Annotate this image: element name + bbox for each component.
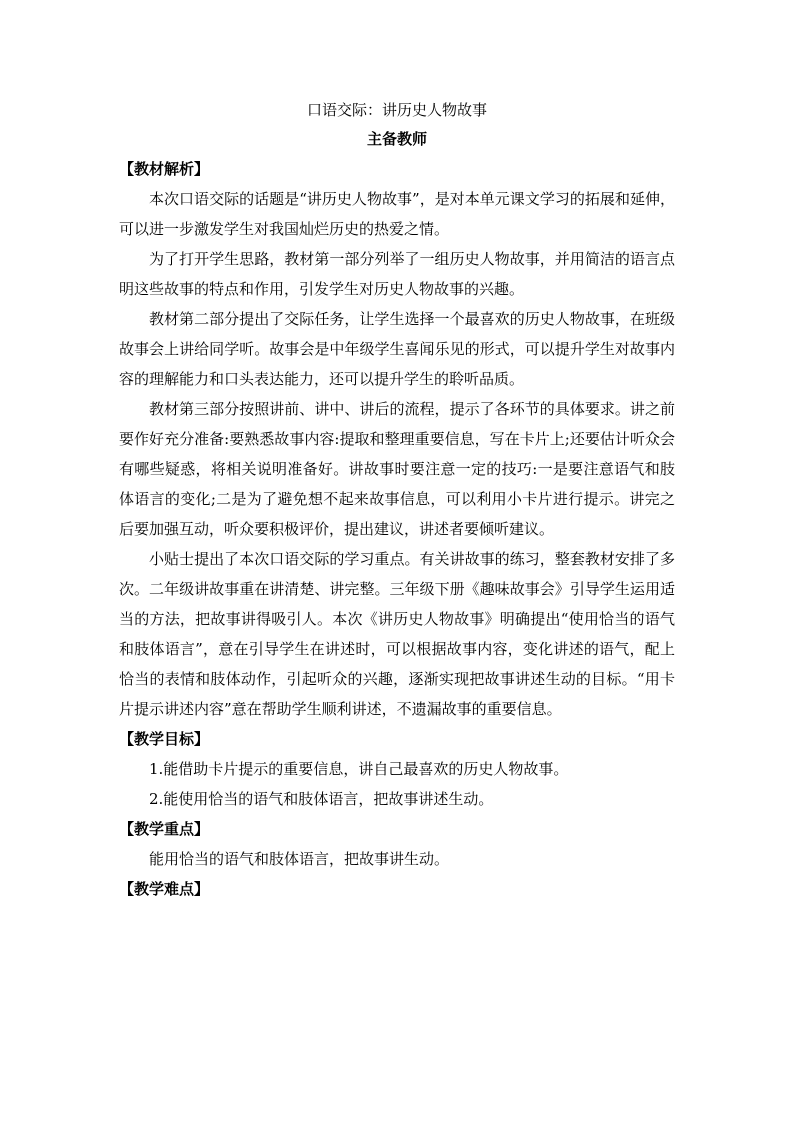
section-heading-objectives: 【教学目标】 bbox=[119, 730, 210, 748]
section-heading-difficulties: 【教学难点】 bbox=[119, 880, 210, 898]
analysis-paragraph: 为了打开学生思路，教材第一部分列举了一组历史人物故事，并用简洁的语言点明这些故事的特点和作用，引发学生对历史人物故事的兴趣。 bbox=[119, 250, 675, 298]
analysis-paragraph: 教材第三部分按照讲前、讲中、讲后的流程，提示了各环节的具体要求。讲之前要作好充分准备:要熟悉故事内容:提取和整理重要信息，写在卡片上;还要估计听众会有哪些疑惑，将相关说明准备好。讲故事时要注意一定的技巧:一是要注意语气和肢体语言的变化;二是为了避免想不起来故事信息，可以利用小卡片进行提示。讲完之后要加强互动，听众要积极评价，提出建议，讲述者要倾听建议。 bbox=[119, 400, 675, 538]
key-points-text: 能用恰当的语气和肢体语言，把故事讲生动。 bbox=[149, 850, 450, 868]
document-title: 口语交际：讲历史人物故事 bbox=[306, 101, 487, 119]
analysis-paragraph: 教材第二部分提出了交际任务，让学生选择一个最喜欢的历史人物故事，在班级故事会上讲给同学听。故事会是中年级学生喜闻乐见的形式，可以提升学生对故事内容的理解能力和口头表达能力，还可以提升学生的聆听品质。 bbox=[119, 310, 675, 388]
objective-item: 1.能借助卡片提示的重要信息，讲自己最喜欢的历史人物故事。 bbox=[149, 760, 569, 778]
document-author: 主备教师 bbox=[366, 130, 427, 148]
document-page bbox=[119, 96, 675, 904]
analysis-paragraph: 小贴士提出了本次口语交际的学习重点。有关讲故事的练习，整套教材安排了多次。二年级讲故事重在讲清楚、讲完整。三年级下册《趣味故事会》引导学生运用适当的方法，把故事讲得吸引人。本次《讲历史人物故事》明确提出“使用恰当的语气和肢体语言”，意在引导学生在讲述时，可以根据故事内容，变化讲述的语气，配上恰当的表情和肢体动作，引起听众的兴趣，逐渐实现把故事讲述生动的目标。“用卡片提示讲述内容”意在帮助学生顺利讲述，不遗漏故事的重要信息。 bbox=[119, 550, 675, 718]
section-heading-key-points: 【教学重点】 bbox=[119, 820, 210, 838]
section-heading-analysis: 【教材解析】 bbox=[119, 160, 210, 178]
analysis-paragraph: 本次口语交际的话题是“讲历史人物故事”，是对本单元课文学习的拓展和延伸，可以进一步激发学生对我国灿烂历史的热爱之情。 bbox=[119, 190, 675, 238]
objective-item: 2.能使用恰当的语气和肢体语言，把故事讲述生动。 bbox=[149, 790, 494, 808]
